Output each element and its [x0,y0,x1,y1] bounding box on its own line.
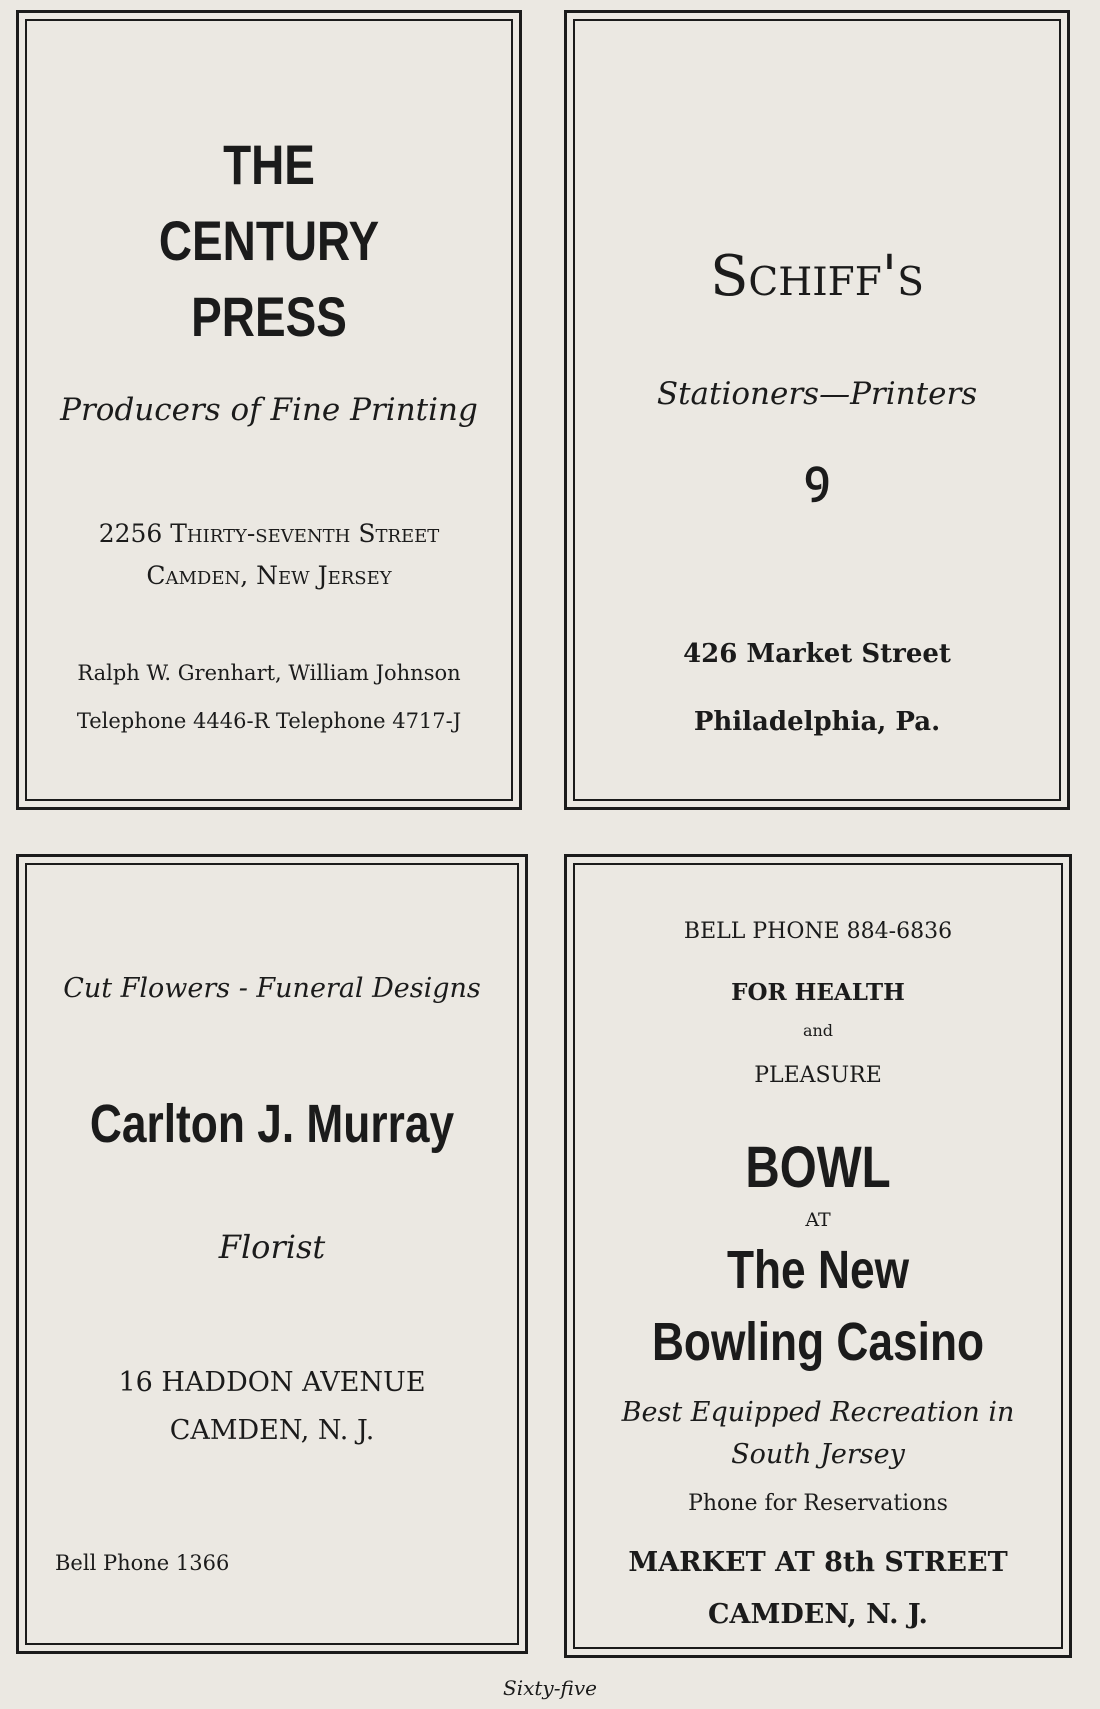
murray-tagline: Cut Flowers - Funeral Designs [63,973,481,1004]
bowling-street: MARKET AT 8th STREET [628,1547,1008,1578]
page-number: Sixty-five [503,1676,597,1700]
bowling-phone: BELL PHONE 884-6836 [683,919,953,944]
schiffs-name: Schiff's [710,244,924,309]
murray-name: Carlton J. Murray [89,1094,455,1154]
bowling-at: AT [805,1209,831,1231]
century-press-name-line1: THE [223,133,315,196]
murray-city: CAMDEN, N. J. [169,1415,375,1446]
bowling-health: FOR HEALTH [731,979,905,1006]
bowling-pleasure: PLEASURE [754,1063,882,1088]
murray-ad [16,854,528,1654]
murray-phone: Bell Phone 1366 [55,1551,230,1575]
century-press-phones: Telephone 4446-R Telephone 4717-J [76,709,462,733]
century-press-name-line3: PRESS [191,285,347,348]
schiffs-ad [564,10,1070,810]
century-press-city: Camden, New Jersey [146,561,392,590]
schiffs-city: Philadelphia, Pa. [693,707,941,737]
century-press-people: Ralph W. Grenhart, William Johnson [77,661,461,685]
bowling-and: and [802,1021,834,1040]
bowling-name-line2: Bowling Casino [651,1312,985,1372]
century-press-ad [16,10,522,810]
ornament-icon: ꝯ [804,451,830,502]
bowling-bowl: BOWL [745,1135,891,1200]
bowling-tagline-line2: South Jersey [731,1439,905,1470]
schiffs-street: 426 Market Street [683,639,951,669]
century-press-tagline: Producers of Fine Printing [60,392,478,428]
bowling-casino-ad [564,854,1072,1658]
century-press-street: 2256 Thirty-seventh Street [98,519,440,548]
bowling-name-line1: The New [726,1240,910,1300]
schiffs-tagline: Stationers—Printers [656,376,978,412]
bowling-tagline-line1: Best Equipped Recreation in [621,1397,1015,1428]
murray-street: 16 HADDON AVENUE [118,1367,426,1398]
bowling-city: CAMDEN, N. J. [708,1599,928,1630]
century-press-name-line2: CENTURY [158,209,380,272]
murray-title: Florist [218,1228,326,1266]
bowling-reservations: Phone for Reservations [688,1491,948,1516]
